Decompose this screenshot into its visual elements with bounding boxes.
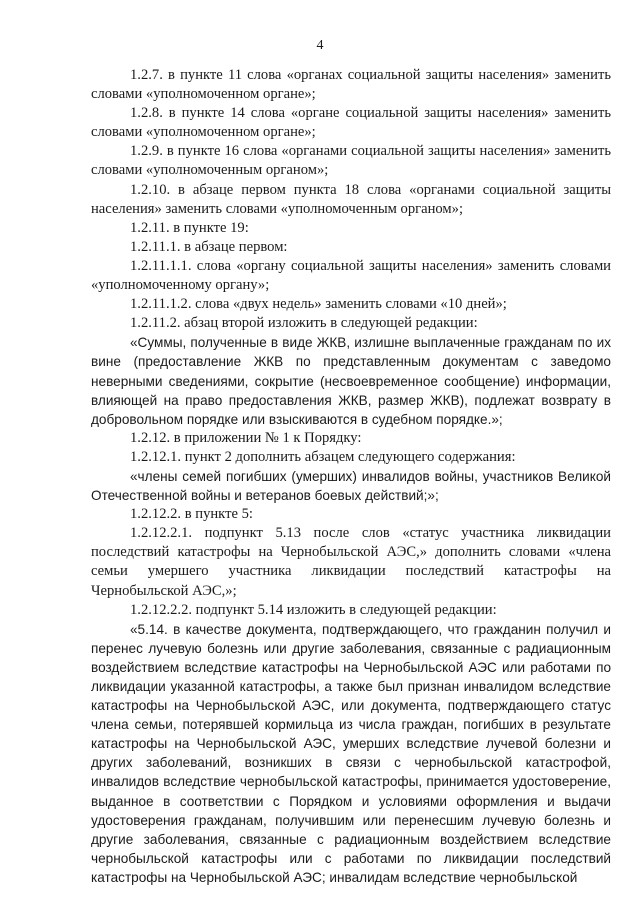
quoted-paragraph-zhkv-refund: «Суммы, полученные в виде ЖКВ, излишне выплаченные гражданам по их вине (предоставление ЖКВ по представленным документам с заведомо неверными сведениями, сокрытие (несвоевременное сообщение) информации, влияющей на право предоставления ЖКВ, размер ЖКВ), подлежат возврату в добровольном порядке или взыскиваются в судебном порядке.»; xyxy=(91,335,611,427)
paragraph-1-2-11: 1.2.11. в пункте 19: xyxy=(130,219,249,236)
paragraph-1-2-12-2: 1.2.12.2. в пункте 5: xyxy=(130,506,253,523)
paragraph-1-2-12: 1.2.12. в приложении № 1 к Порядку: xyxy=(130,429,362,446)
paragraph-1-2-12-2-2: 1.2.12.2.2. подпункт 5.14 изложить в следующей редакции: xyxy=(130,601,497,618)
quoted-paragraph-5-14: «5.14. в качестве документа, подтверждающего, что гражданин получил и перенес лучевую болезнь или другие заболевания, связанные с радиационным воздействием вследствие катастрофы на Чернобыльской АЭС или работами по ликвидации указанной катастрофы, а также был признан инвалидом вследствие катастрофы на Чернобыльской АЭС, или документа, подтверждающего статус члена семьи, потерявшей кормильца из числа граждан, погибших в результате катастрофы на Чернобыльской АЭС, умерших вследствие лучевой болезни и других заболеваний, возникших в связи с чернобыльской катастрофой, инвалидов вследствие чернобыльской катастрофы, принимается удостоверение, выданное в соответствии с Порядком и условиями оформления и выдачи удостоверения гражданам, получившим или перенесшим лучевую болезнь и другие заболевания, связанные с радиационным воздействием вследствие чернобыльской катастрофы или с работами по ликвидации последствий катастрофы на Чернобыльской АЭС; инвалидам вследствие чернобыльской xyxy=(91,621,611,885)
quoted-paragraph-family-members: «члены семей погибших (умерших) инвалидов войны, участников Великой Отечественной войны и ветеранов боевых действий;»; xyxy=(91,468,611,504)
paragraph-1-2-11-1-1: 1.2.11.1.1. слова «органу социальной защиты населения» заменить словами «уполномоченному органу»; xyxy=(91,257,611,294)
paragraph-1-2-12-1: 1.2.12.1. пункт 2 дополнить абзацем следующего содержания: xyxy=(130,448,516,465)
page-number: 4 xyxy=(316,38,324,53)
paragraph-1-2-12-2-1: 1.2.12.2.1. подпункт 5.13 после слов «статус участника ликвидации последствий катастрофы на Чернобыльской АЭС,» дополнить словами «члена семьи умершего участника ликвидации последствий катастрофы на Чернобыльской АЭС,»; xyxy=(91,525,611,599)
paragraph-1-2-8: 1.2.8. в пункте 14 слова «органе социальной защиты населения» заменить словами «уполномоченном органе»; xyxy=(91,105,611,141)
paragraph-1-2-11-2: 1.2.11.2. абзац второй изложить в следующей редакции: xyxy=(130,315,478,332)
paragraph-1-2-9: 1.2.9. в пункте 16 слова «органами социальной защиты населения» заменить словами «уполномоченным органом»; xyxy=(91,143,611,179)
paragraph-1-2-11-1: 1.2.11.1. в абзаце первом: xyxy=(130,238,288,255)
document-body xyxy=(91,66,611,887)
paragraph-1-2-10: 1.2.10. в абзаце первом пункта 18 слова «органами социальной защиты населения» заменить словами «уполномоченным органом»; xyxy=(91,181,611,217)
paragraph-1-2-11-1-2: 1.2.11.1.2. слова «двух недель» заменить словами «10 дней»; xyxy=(130,296,507,313)
paragraph-1-2-7: 1.2.7. в пункте 11 слова «органах социальной защиты населения» заменить словами «уполномоченном органе»; xyxy=(91,67,611,103)
